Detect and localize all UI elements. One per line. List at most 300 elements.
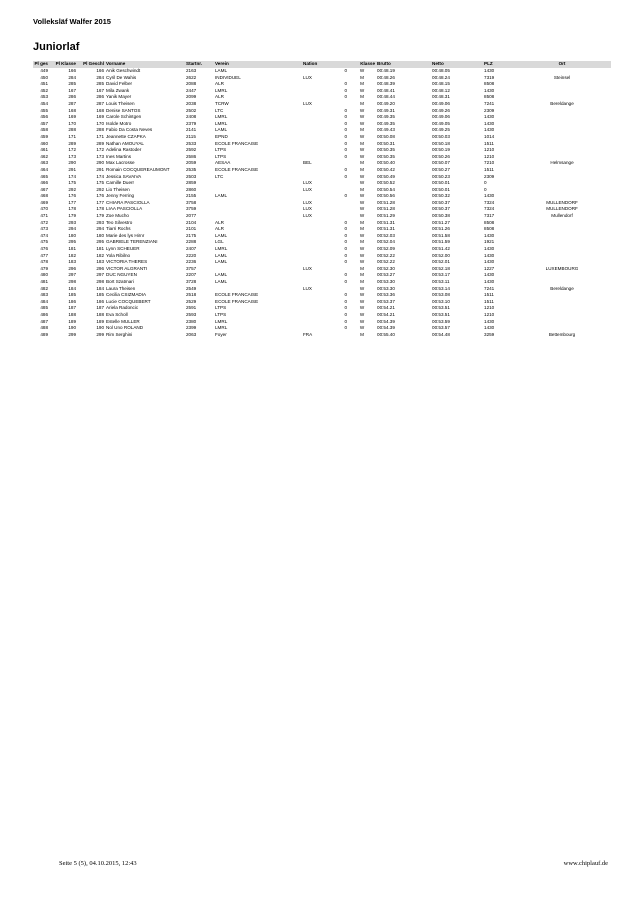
table-cell: 0 xyxy=(344,292,347,298)
table-cell: Jessica SAVAIVA xyxy=(106,173,142,179)
table-cell: 0 xyxy=(344,193,347,199)
table-cell: Max Lacrosse xyxy=(106,160,135,166)
table-cell: 00:52.09 xyxy=(377,246,395,252)
table-cell: 2099 xyxy=(186,94,197,100)
table-cell: 166 xyxy=(96,68,104,73)
table-cell: 1210 xyxy=(484,153,495,159)
table-cell: M xyxy=(360,272,364,278)
table-cell: LUX xyxy=(303,206,312,212)
table-cell: Bettembourg xyxy=(548,331,576,337)
table-cell xyxy=(513,292,611,299)
table-cell: M xyxy=(360,160,364,166)
table-row xyxy=(33,286,611,293)
table-cell: Estelle MULLER xyxy=(106,318,140,324)
table-cell: 0 xyxy=(344,325,347,331)
table-cell: LMRL xyxy=(215,325,228,331)
table-cell: W xyxy=(359,133,365,139)
table-cell: 465 xyxy=(40,173,48,179)
table-cell: 1511 xyxy=(484,298,494,304)
table-cell: 489 xyxy=(40,331,48,337)
table-cell: 00:50.35 xyxy=(377,153,395,159)
table-cell: LAML xyxy=(215,193,228,199)
table-cell: 2088 xyxy=(186,81,197,87)
table-cell: 00:53.10 xyxy=(432,298,450,304)
table-cell: 0 xyxy=(344,81,347,87)
table-cell: 00:51.31 xyxy=(377,226,395,232)
table-cell: 2622 xyxy=(186,74,197,80)
table-cell: 8508 xyxy=(484,94,495,100)
table-cell: 8508 xyxy=(484,226,495,232)
table-cell: Carole Schintgen xyxy=(106,114,142,120)
table-row xyxy=(33,141,611,148)
table-cell xyxy=(338,160,348,167)
table-cell: 1430 xyxy=(484,114,495,120)
table-cell xyxy=(302,279,338,286)
table-cell: 00:55.40 xyxy=(377,331,395,337)
table-cell: W xyxy=(359,206,365,212)
table-cell: 00:50.01 xyxy=(432,186,450,192)
table-cell: 183 xyxy=(68,259,76,265)
header-netto: Netto xyxy=(431,61,483,68)
header-klasse: Klasse xyxy=(338,61,376,68)
table-cell: 291 xyxy=(96,166,104,172)
table-cell: 171 xyxy=(96,133,104,139)
table-cell: BEL xyxy=(303,160,312,166)
table-cell xyxy=(513,121,611,128)
table-cell: 466 xyxy=(40,180,48,186)
table-cell: LTC xyxy=(215,173,224,179)
table-row xyxy=(33,220,611,227)
table-cell: Tiarri Rochs xyxy=(106,226,131,232)
table-cell: 0 xyxy=(344,219,347,225)
table-row xyxy=(33,180,611,187)
table-cell xyxy=(338,180,348,187)
table-cell: 00:53.59 xyxy=(432,318,450,324)
table-cell xyxy=(338,187,348,194)
table-cell: 167 xyxy=(68,87,76,93)
table-cell: ALR xyxy=(215,219,224,225)
table-cell: M xyxy=(360,219,364,225)
table-cell: 2593 xyxy=(186,311,197,317)
table-cell: Bort Szatmari xyxy=(106,279,134,284)
table-cell: 186 xyxy=(68,298,76,304)
table-cell: 00:50.52 xyxy=(377,180,395,186)
table-cell xyxy=(302,239,338,246)
table-row xyxy=(33,88,611,95)
table-row xyxy=(33,226,611,233)
table-cell xyxy=(513,141,611,148)
table-cell: 287 xyxy=(96,100,104,106)
table-cell: 172 xyxy=(96,147,104,153)
table-cell: 476 xyxy=(40,246,48,252)
table-cell: W xyxy=(359,199,365,205)
table-cell: 0 xyxy=(344,133,347,139)
table-cell: LUX xyxy=(303,265,312,271)
table-cell: 00:49.26 xyxy=(432,107,450,113)
table-row xyxy=(33,239,611,246)
table-cell: 284 xyxy=(68,74,76,80)
table-cell: 2077 xyxy=(186,213,197,219)
table-cell: 473 xyxy=(40,226,48,232)
table-cell: 182 xyxy=(68,252,76,258)
table-cell: W xyxy=(359,311,365,317)
table-cell: 173 xyxy=(96,153,104,159)
table-cell: 7317 xyxy=(484,213,495,219)
table-cell: 7319 xyxy=(484,74,495,80)
table-cell: 00:53.11 xyxy=(432,279,450,284)
table-cell: 00:54.21 xyxy=(377,305,395,311)
table-cell: 179 xyxy=(68,213,76,219)
table-cell: LAML xyxy=(215,68,228,73)
table-cell: 294 xyxy=(68,226,76,232)
table-cell: Laura Theisen xyxy=(106,285,136,291)
header-plz: PLZ xyxy=(483,61,513,68)
table-cell: 00:53.27 xyxy=(377,272,395,278)
table-cell: 1430 xyxy=(484,232,495,238)
table-cell: 470 xyxy=(40,206,48,212)
table-cell: 188 xyxy=(68,311,76,317)
table-row xyxy=(33,292,611,299)
header-pl-klasse: Pl Klasse xyxy=(49,61,77,68)
table-cell: 00:49.35 xyxy=(377,120,395,126)
table-cell: 0 xyxy=(344,226,347,232)
table-cell: 00:50.07 xyxy=(432,160,450,166)
table-cell: 00:48.19 xyxy=(377,68,395,73)
table-cell: LGL xyxy=(215,239,224,245)
table-cell: LAML xyxy=(215,127,228,133)
table-cell: 2309 xyxy=(484,107,495,113)
table-cell: 00:50.23 xyxy=(432,173,450,179)
table-cell xyxy=(513,233,611,240)
table-cell: Teo Silvestro xyxy=(106,219,133,225)
table-cell xyxy=(302,220,338,227)
table-cell: 462 xyxy=(40,153,48,159)
table-cell: LIAA PASCIOLLA xyxy=(106,206,143,212)
table-cell: M xyxy=(360,239,364,245)
table-cell: LAML xyxy=(215,252,228,258)
table-cell: 00:48.15 xyxy=(432,81,450,87)
table-cell: 1430 xyxy=(484,193,495,199)
table-cell: 0 xyxy=(344,279,347,284)
table-cell: 2380 xyxy=(186,318,197,324)
table-cell: 00:53.17 xyxy=(432,272,450,278)
table-cell: 186 xyxy=(96,298,104,304)
table-cell xyxy=(513,180,611,187)
table-cell: 0 xyxy=(344,87,347,93)
table-cell: 0 xyxy=(344,114,347,120)
table-cell: LTPS xyxy=(215,147,227,153)
table-cell: W xyxy=(359,87,365,93)
table-cell: 7210 xyxy=(484,160,495,166)
table-cell: 0 xyxy=(344,127,347,133)
table-cell: Steinsel xyxy=(553,74,571,80)
table-cell: LUX xyxy=(303,186,312,192)
table-cell: David Felber xyxy=(106,81,133,87)
table-cell: 451 xyxy=(40,81,48,87)
table-cell: 190 xyxy=(68,325,76,331)
table-cell xyxy=(338,332,348,339)
table-cell: 0 xyxy=(344,246,347,252)
section-title: Juniorlaf xyxy=(33,41,80,53)
table-cell: 287 xyxy=(68,100,76,106)
table-cell: 176 xyxy=(96,193,104,199)
table-cell: W xyxy=(359,180,365,186)
table-cell xyxy=(302,226,338,233)
table-cell: 1430 xyxy=(484,252,495,258)
table-cell: W xyxy=(359,325,365,331)
table-row xyxy=(33,312,611,319)
table-cell: 00:50.26 xyxy=(432,153,450,159)
table-cell: 00:49.25 xyxy=(432,127,450,133)
table-cell: 187 xyxy=(68,305,76,311)
table-cell: W xyxy=(359,305,365,311)
table-cell: 00:53.51 xyxy=(432,311,450,317)
header-ort: Ort xyxy=(513,61,611,68)
table-cell: LMRL xyxy=(215,318,228,324)
table-cell: 449 xyxy=(40,68,48,73)
table-cell: MULLENDORF xyxy=(546,206,578,212)
table-cell: Helmsange xyxy=(550,160,574,166)
table-cell: 468 xyxy=(40,193,48,199)
table-row xyxy=(33,253,611,260)
table-cell: 0 xyxy=(344,259,347,265)
table-cell xyxy=(513,279,611,286)
table-cell: ECOLE FRANCAISE xyxy=(215,292,259,298)
table-cell: 285 xyxy=(68,81,76,87)
table-cell: ALR xyxy=(215,226,224,232)
table-cell xyxy=(513,147,611,154)
table-cell: 2586 xyxy=(186,153,197,159)
table-cell xyxy=(338,286,348,293)
table-cell: 299 xyxy=(68,331,76,337)
table-cell: 2533 xyxy=(186,140,197,146)
table-cell xyxy=(513,312,611,319)
table-cell: 7241 xyxy=(484,285,495,291)
table-cell xyxy=(513,108,611,115)
table-cell: 00:48.41 xyxy=(377,87,395,93)
table-cell: 00:48.44 xyxy=(377,94,395,100)
table-cell: ECOLE FRANCAISE xyxy=(215,166,259,172)
table-body xyxy=(33,68,611,338)
table-cell xyxy=(302,167,338,174)
results-table xyxy=(33,61,611,338)
table-cell: 00:52.18 xyxy=(432,265,450,271)
table-cell xyxy=(302,127,338,134)
table-cell: 471 xyxy=(40,213,48,219)
table-cell: 285 xyxy=(96,81,104,87)
table-cell: 00:50.56 xyxy=(377,193,395,199)
table-cell: 2379 xyxy=(186,120,197,126)
table-row xyxy=(33,68,611,75)
table-cell: LMRL xyxy=(215,114,228,120)
table-cell xyxy=(338,213,348,220)
table-cell: 00:52.30 xyxy=(377,265,395,271)
table-cell: FRA xyxy=(303,331,313,337)
table-cell: 00:53.30 xyxy=(377,279,395,284)
table-cell: CHIARA PASCIOLLA xyxy=(106,199,150,205)
table-cell: M xyxy=(360,94,364,100)
table-cell: 295 xyxy=(68,239,76,245)
table-cell: 00:49.20 xyxy=(377,100,395,106)
table-cell: LUX xyxy=(303,285,312,291)
table-cell: Nol Uno ROLAND xyxy=(106,325,144,331)
table-cell: 2535 xyxy=(186,166,197,172)
table-cell xyxy=(302,121,338,128)
table-cell: 2408 xyxy=(186,114,197,120)
table-cell: W xyxy=(359,153,365,159)
table-cell: 0 xyxy=(344,120,347,126)
table-cell: 292 xyxy=(96,186,104,192)
header-verein: Verein xyxy=(214,61,302,68)
table-cell xyxy=(513,174,611,181)
table-cell: W xyxy=(359,114,365,120)
table-cell: Yola Ribilno xyxy=(106,252,131,258)
table-cell: W xyxy=(359,292,365,298)
table-cell: 286 xyxy=(68,94,76,100)
table-cell: 0 xyxy=(344,252,347,258)
table-cell: LTPS xyxy=(215,153,227,159)
table-cell xyxy=(302,305,338,312)
table-row xyxy=(33,246,611,253)
table-cell: 169 xyxy=(96,114,104,120)
table-cell xyxy=(302,312,338,319)
table-cell: 180 xyxy=(96,232,104,238)
table-row xyxy=(33,121,611,128)
table-cell: 1430 xyxy=(484,87,495,93)
table-cell: 2591 xyxy=(186,305,197,311)
table-cell: LUX xyxy=(303,213,312,219)
footer-website: www.chiplauf.de xyxy=(563,860,608,867)
table-cell: 168 xyxy=(96,107,104,113)
table-cell: 2063 xyxy=(186,331,197,337)
table-cell: 189 xyxy=(96,318,104,324)
table-cell: Fabio Da Costa Neves xyxy=(106,127,153,133)
table-cell: 295 xyxy=(96,239,104,245)
table-cell: VICTORIA THERES xyxy=(106,259,148,265)
table-cell: 485 xyxy=(40,305,48,311)
table-cell: 2518 xyxy=(186,292,197,298)
table-cell: 00:48.31 xyxy=(432,94,450,100)
table-cell: 00:53.30 xyxy=(377,285,395,291)
table-cell: 2447 xyxy=(186,87,197,93)
table-cell: 3758 xyxy=(186,199,197,205)
table-cell: 292 xyxy=(68,186,76,192)
table-cell: 2859 xyxy=(186,180,197,186)
table-cell: 00:50.40 xyxy=(377,160,395,166)
table-cell: 288 xyxy=(68,127,76,133)
table-row xyxy=(33,81,611,88)
table-cell: 289 xyxy=(68,140,76,146)
table-cell: 1511 xyxy=(484,166,494,172)
table-cell: M xyxy=(360,127,364,133)
table-cell xyxy=(513,272,611,279)
table-cell: 166 xyxy=(68,68,76,73)
table-cell: 296 xyxy=(96,265,104,271)
table-cell xyxy=(513,319,611,326)
table-cell: 8508 xyxy=(484,219,495,225)
table-cell: 2175 xyxy=(186,232,197,238)
table-cell: 2207 xyxy=(186,272,197,278)
table-row xyxy=(33,266,611,273)
table-cell xyxy=(302,108,338,115)
table-cell: LAML xyxy=(215,232,228,238)
table-cell: 458 xyxy=(40,127,48,133)
header-brutto: Brutto xyxy=(376,61,431,68)
table-cell: W xyxy=(359,285,365,291)
table-cell: M xyxy=(360,100,364,106)
table-cell: 297 xyxy=(68,272,76,278)
table-cell: 00:51.58 xyxy=(432,232,450,238)
table-cell: 1227 xyxy=(484,265,495,271)
table-cell: 0 xyxy=(484,180,487,186)
table-cell: 00:49.05 xyxy=(432,120,450,126)
table-cell: 00:48.12 xyxy=(432,87,450,93)
table-cell: 00:49.31 xyxy=(377,107,395,113)
table-cell: EPND xyxy=(215,133,228,139)
table-cell: 00:54.39 xyxy=(377,325,395,331)
table-cell xyxy=(513,127,611,134)
table-cell: 00:50.18 xyxy=(432,140,450,146)
table-cell: 00:53.37 xyxy=(377,298,395,304)
table-cell: 00:50.32 xyxy=(432,193,450,199)
table-cell: 177 xyxy=(96,199,104,205)
table-cell: 464 xyxy=(40,166,48,172)
table-row xyxy=(33,75,611,82)
table-cell: Jeannette CZAPKA xyxy=(106,133,146,139)
table-cell: 00:49.06 xyxy=(432,114,450,120)
table-cell: 00:50.35 xyxy=(377,147,395,153)
table-cell: 00:49.35 xyxy=(377,114,395,120)
table-cell: 1921 xyxy=(484,239,495,245)
table-cell xyxy=(513,305,611,312)
table-cell: 182 xyxy=(96,252,104,258)
table-cell xyxy=(302,134,338,141)
table-row xyxy=(33,259,611,266)
table-cell: 00:50.19 xyxy=(432,147,450,153)
table-cell xyxy=(302,154,338,161)
table-row xyxy=(33,305,611,312)
table-cell: 461 xyxy=(40,147,48,153)
table-cell: 00:50.38 xyxy=(432,213,450,219)
table-cell xyxy=(513,325,611,332)
table-cell: TCRW xyxy=(215,100,229,106)
table-cell: Lucie COCQUEBERT xyxy=(106,298,151,304)
table-cell xyxy=(302,88,338,95)
table-cell: 180 xyxy=(68,232,76,238)
table-cell: M xyxy=(360,166,364,172)
table-cell: 478 xyxy=(40,259,48,265)
table-cell: 487 xyxy=(40,318,48,324)
table-cell: 181 xyxy=(96,246,104,252)
table-cell: 0 xyxy=(344,107,347,113)
table-row xyxy=(33,299,611,306)
table-cell: LAML xyxy=(215,272,228,278)
table-cell: 00:48.05 xyxy=(432,68,450,73)
table-cell: Rim Serghini xyxy=(106,331,133,337)
table-cell: 3759 xyxy=(186,206,197,212)
table-cell: GABRIELE TERENZIANI xyxy=(106,239,158,245)
table-cell xyxy=(302,141,338,148)
table-cell: Anik Geschwindt xyxy=(106,68,141,73)
table-cell xyxy=(338,206,348,213)
table-row xyxy=(33,325,611,332)
table-cell xyxy=(513,167,611,174)
table-cell: 00:53.36 xyxy=(377,292,395,298)
table-cell: 170 xyxy=(68,120,76,126)
table-cell: 456 xyxy=(40,114,48,120)
table-cell: Ines Martins xyxy=(106,153,132,159)
table-cell: LUX xyxy=(303,74,312,80)
